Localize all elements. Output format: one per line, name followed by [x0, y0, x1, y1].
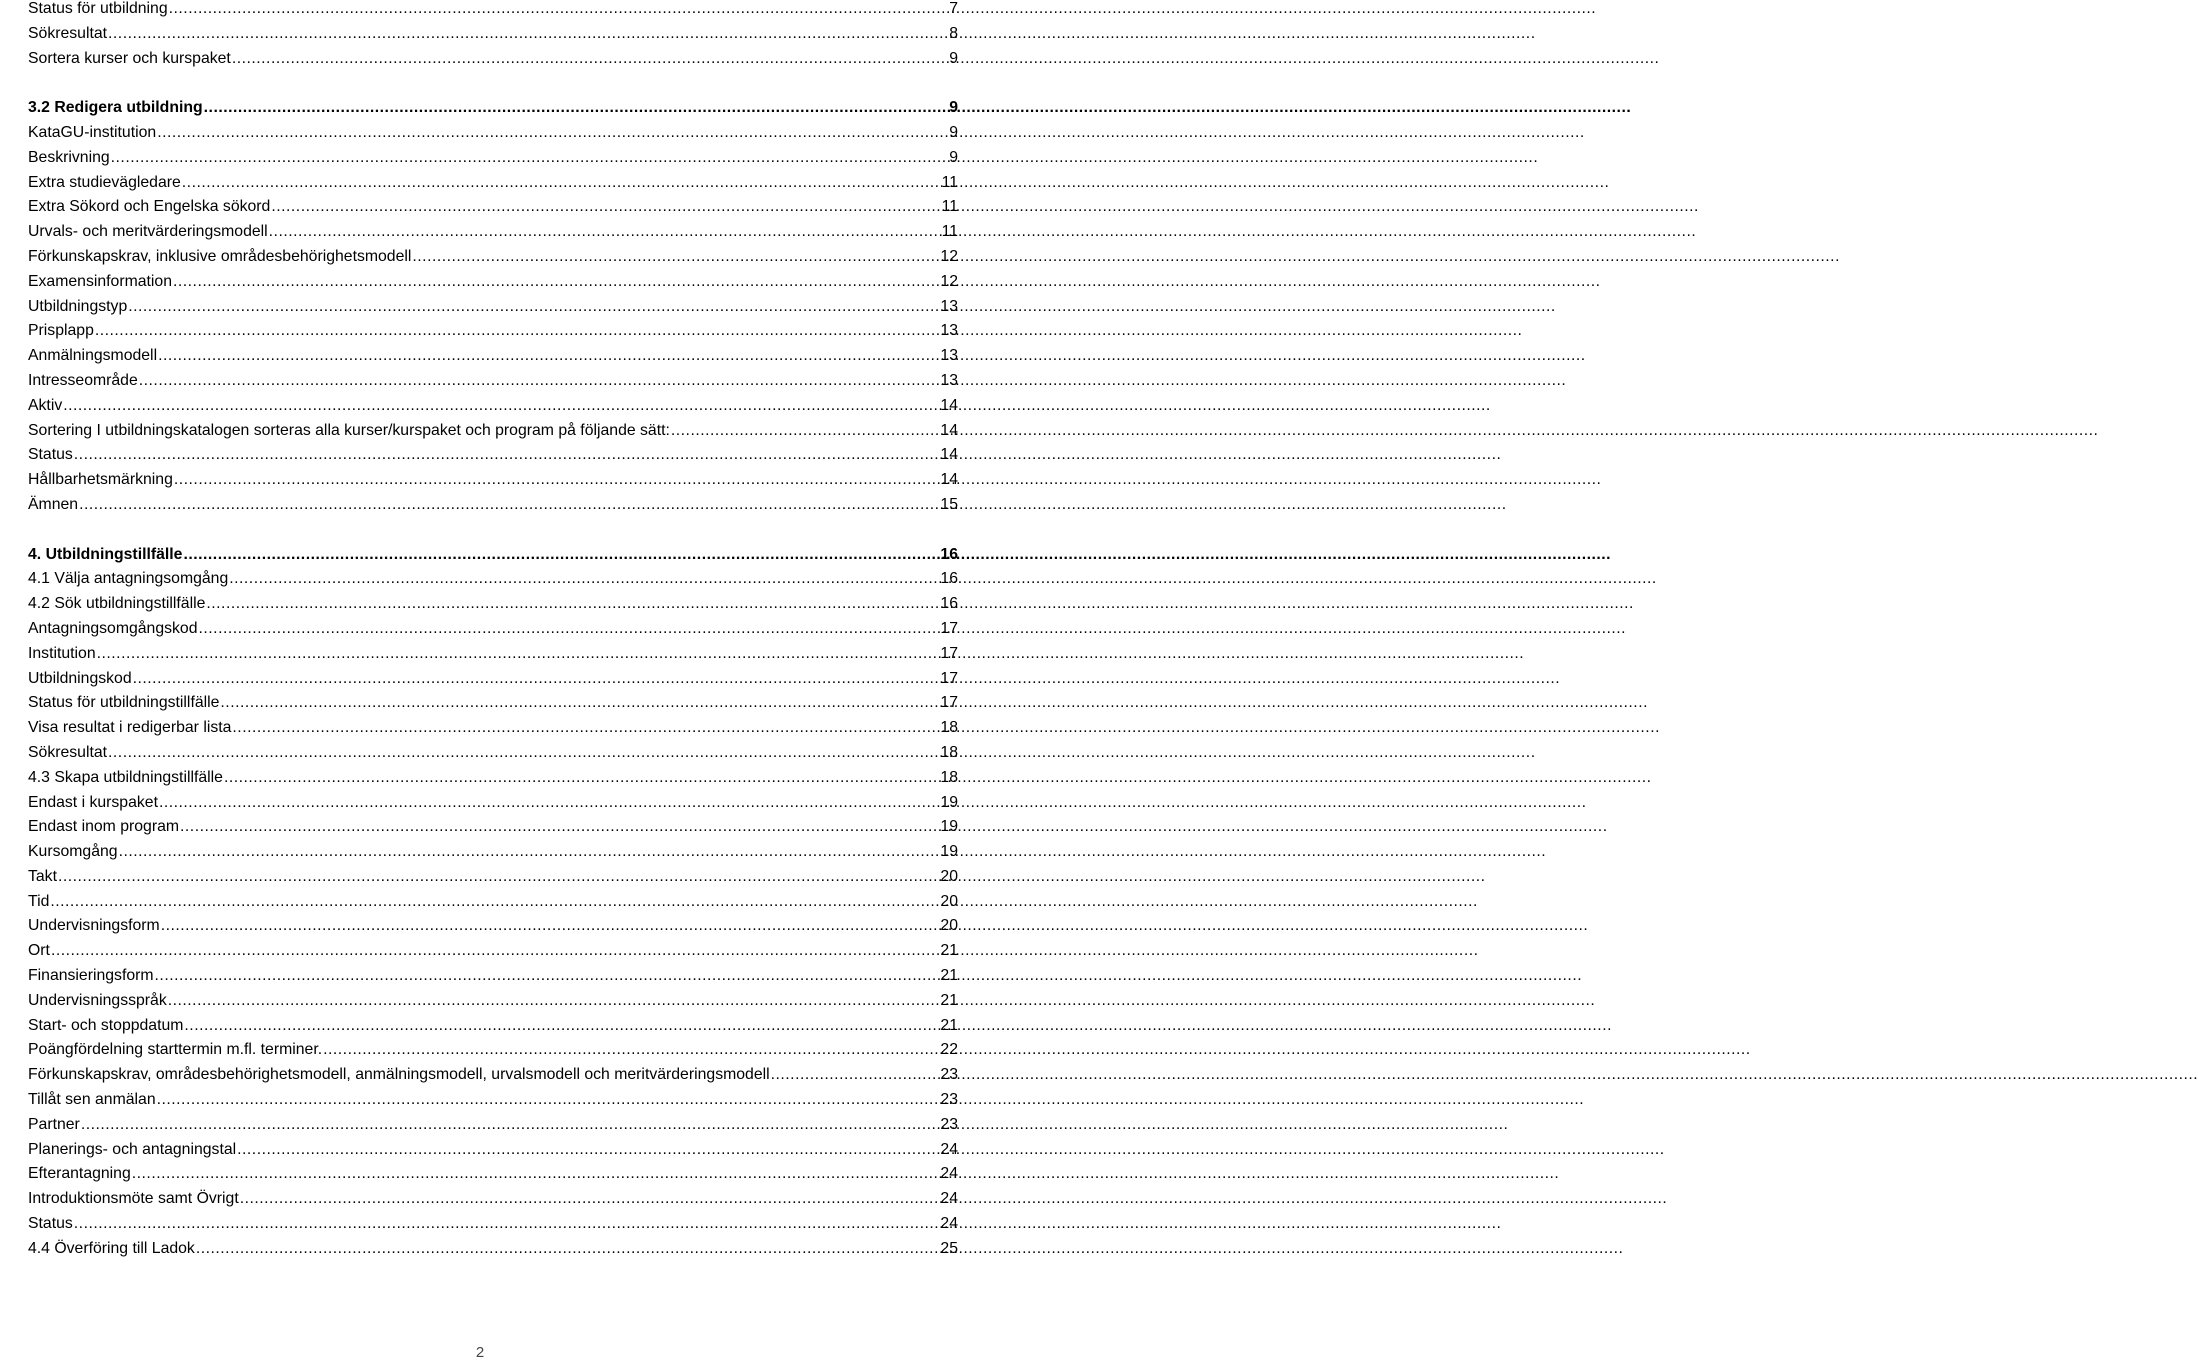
toc-entry-title: Tillåt sen anmälan [28, 1091, 156, 1109]
toc-entry-page: 11 [941, 198, 958, 216]
toc-entry[interactable] [28, 791, 958, 816]
toc-entry-page: 12 [940, 272, 958, 290]
table-of-contents [28, 0, 958, 1262]
toc-entry-title: 3.2 Redigera utbildning [28, 99, 203, 117]
toc-entry[interactable] [28, 0, 958, 22]
dot-leader [224, 766, 939, 791]
toc-entry[interactable] [28, 989, 958, 1014]
dot-leader [183, 543, 939, 568]
dot-leader [79, 493, 939, 518]
dot-leader [199, 617, 940, 642]
toc-entry-title: Anmälningsmodell [28, 347, 158, 365]
dot-leader [157, 1088, 940, 1113]
dot-leader [63, 394, 939, 419]
toc-entry[interactable] [28, 1162, 958, 1187]
toc-entry-title: Undervisningsform [28, 917, 160, 935]
toc-entry-title: 4.2 Sök utbildningstillfälle [28, 595, 206, 613]
toc-entry-title: Sökresultat [28, 24, 108, 42]
toc-entry-title: 4. Utbildningstillfälle [28, 545, 183, 563]
toc-entry-title: Sortering I utbildningskatalogen sorteras alla kurser/kurspaket och program på följande sätt: [28, 421, 670, 439]
toc-entry[interactable] [28, 890, 958, 915]
toc-entry-page: 21 [940, 991, 958, 1009]
dot-leader [232, 716, 939, 741]
toc-entry[interactable] [28, 667, 958, 692]
dot-leader [168, 989, 940, 1014]
dot-leader [50, 890, 939, 915]
dot-leader [108, 22, 948, 47]
toc-entry[interactable] [28, 766, 958, 791]
toc-entry[interactable] [28, 815, 958, 840]
toc-entry-title: Status [28, 446, 73, 464]
toc-entry-page: 14 [940, 421, 958, 439]
toc-entry-page: 12 [940, 247, 958, 265]
toc-entry[interactable] [28, 716, 958, 741]
toc-entry-page: 7 [949, 0, 958, 17]
toc-entry-page: 13 [940, 347, 958, 365]
toc-entry-title: Status för utbildningstillfälle [28, 694, 220, 712]
dot-leader [111, 146, 949, 171]
dot-leader [204, 96, 949, 121]
toc-entry-page: 16 [940, 570, 958, 588]
toc-entry-page: 13 [940, 371, 958, 389]
dot-leader [74, 443, 940, 468]
dot-leader [158, 344, 939, 369]
dot-leader [229, 567, 939, 592]
toc-entry-page: 9 [949, 49, 958, 67]
dot-leader [240, 1187, 940, 1212]
toc-entry[interactable] [28, 939, 958, 964]
dot-leader [132, 1162, 940, 1187]
toc-entry-title: Endast i kurspaket [28, 793, 158, 811]
dot-leader [58, 865, 939, 890]
toc-entry-title: Start- och stoppdatum [28, 1016, 184, 1034]
toc-entry[interactable] [28, 344, 958, 369]
dot-leader [184, 1014, 939, 1039]
toc-entry-page: 17 [940, 694, 958, 712]
dot-leader [771, 1063, 940, 1088]
dot-leader [157, 121, 948, 146]
toc-entry-page: 17 [940, 644, 958, 662]
toc-entry-title: Sortera kurser och kurspaket [28, 49, 231, 67]
page-number: 2 [475, 1344, 485, 1361]
toc-entry-page: 19 [940, 793, 958, 811]
toc-entry-page: 20 [940, 867, 958, 885]
dot-leader [108, 741, 939, 766]
toc-entry-page: 20 [940, 917, 958, 935]
toc-entry[interactable] [28, 1237, 958, 1262]
toc-entry-page: 16 [940, 595, 958, 613]
dot-leader [269, 220, 941, 245]
toc-entry-page: 21 [940, 942, 958, 960]
toc-entry[interactable] [28, 220, 958, 245]
toc-entry-page: 24 [940, 1165, 958, 1183]
toc-entry-page: 19 [940, 843, 958, 861]
toc-entry-page: 23 [940, 1091, 958, 1109]
dot-leader [237, 1138, 939, 1163]
toc-entry-title: Antagningsomgångskod [28, 619, 198, 637]
toc-entry-title: Ämnen [28, 495, 79, 513]
toc-entry-title: Endast inom program [28, 818, 180, 836]
toc-entry-page: 20 [940, 892, 958, 910]
toc-entry[interactable] [28, 1088, 958, 1113]
dot-leader [180, 815, 939, 840]
toc-entry[interactable] [28, 195, 958, 220]
toc-entry[interactable] [28, 171, 958, 196]
toc-entry[interactable] [28, 1063, 958, 1088]
toc-entry-title: 4.1 Välja antagningsomgång [28, 570, 229, 588]
toc-entry[interactable] [28, 543, 958, 568]
toc-entry[interactable] [28, 1038, 958, 1063]
toc-entry[interactable] [28, 617, 958, 642]
toc-entry-page: 21 [940, 967, 958, 985]
toc-entry-page: 14 [940, 396, 958, 414]
toc-entry[interactable] [28, 1212, 958, 1237]
dot-leader [173, 270, 939, 295]
toc-entry-page: 24 [940, 1190, 958, 1208]
toc-entry-title: 4.3 Skapa utbildningstillfälle [28, 768, 223, 786]
dot-leader [196, 1237, 940, 1262]
toc-entry-page: 21 [940, 1016, 958, 1034]
toc-entry-page: 11 [941, 173, 958, 191]
toc-entry-page: 14 [940, 471, 958, 489]
dot-leader [182, 171, 941, 196]
toc-entry-page: 23 [940, 1066, 958, 1084]
dot-leader [139, 369, 940, 394]
toc-entry[interactable] [28, 245, 958, 270]
toc-entry-page: 11 [941, 223, 958, 241]
toc-entry-title: Förkunskapskrav, inklusive områdesbehörighetsmodell [28, 247, 412, 265]
dot-leader [51, 939, 939, 964]
toc-entry-title: Examensinformation [28, 272, 172, 290]
toc-entry-page: 23 [940, 1115, 958, 1133]
dot-leader [95, 319, 940, 344]
toc-entry-page: 17 [940, 669, 958, 687]
toc-entry[interactable] [28, 592, 958, 617]
dot-leader [119, 840, 940, 865]
toc-entry-title: Status [28, 1215, 73, 1233]
dot-leader [74, 1212, 940, 1237]
toc-entry[interactable] [28, 394, 958, 419]
toc-entry-page: 22 [940, 1041, 958, 1059]
toc-entry[interactable] [28, 840, 958, 865]
dot-leader [220, 691, 939, 716]
toc-entry[interactable] [28, 295, 958, 320]
toc-entry[interactable] [28, 642, 958, 667]
toc-entry-title: Urvals- och meritvärderingsmodell [28, 223, 268, 241]
toc-entry-title: Planerings- och antagningstal [28, 1140, 237, 1158]
toc-entry[interactable] [28, 865, 958, 890]
dot-leader [169, 0, 949, 22]
toc-entry-title: Takt [28, 867, 57, 885]
toc-entry-title: Extra Sökord och Engelska sökord [28, 198, 271, 216]
toc-entry-title: Partner [28, 1115, 80, 1133]
toc-entry[interactable] [28, 1014, 958, 1039]
toc-entry-page: 17 [940, 619, 958, 637]
toc-entry[interactable] [28, 419, 958, 444]
toc-entry[interactable] [28, 567, 958, 592]
toc-entry-title: Extra studievägledare [28, 173, 181, 191]
toc-entry[interactable] [28, 47, 958, 72]
toc-entry-page: 18 [940, 719, 958, 737]
toc-entry-title: KataGU-institution [28, 123, 157, 141]
toc-entry[interactable] [28, 369, 958, 394]
dot-leader [133, 667, 940, 692]
dot-leader [128, 295, 939, 320]
dot-leader [159, 791, 939, 816]
toc-entry-page: 15 [940, 495, 958, 513]
toc-entry-title: Kursomgång [28, 843, 118, 861]
toc-entry[interactable] [28, 691, 958, 716]
toc-entry[interactable] [28, 121, 958, 146]
toc-entry-page: 13 [940, 322, 958, 340]
toc-entry-title: Förkunskapskrav, områdesbehörighetsmodell, anmälningsmodell, urvalsmodell och meritvärderingsmodell [28, 1066, 770, 1084]
toc-entry-title: Status för utbildning [28, 0, 168, 17]
toc-entry-title: Institution [28, 644, 96, 662]
dot-leader [97, 642, 940, 667]
toc-entry-page: 9 [949, 123, 958, 141]
dot-leader [155, 964, 940, 989]
toc-entry-title: Undervisningsspråk [28, 991, 167, 1009]
toc-entry-title: Poängfördelning starttermin m.fl. terminer. [28, 1041, 323, 1059]
toc-entry[interactable] [28, 493, 958, 518]
toc-entry-title: Prisplapp [28, 322, 94, 340]
toc-entry-title: Aktiv [28, 396, 63, 414]
toc-entry[interactable] [28, 1187, 958, 1212]
toc-entry-page: 16 [940, 545, 958, 563]
toc-entry[interactable] [28, 741, 958, 766]
toc-entry-page: 24 [940, 1215, 958, 1233]
toc-entry-page: 13 [940, 297, 958, 315]
toc-entry-page: 8 [949, 24, 958, 42]
toc-entry[interactable] [28, 22, 958, 47]
toc-entry-page: 9 [949, 99, 958, 117]
toc-entry-title: Finansieringsform [28, 967, 154, 985]
toc-entry[interactable] [28, 914, 958, 939]
toc-entry-title: Ort [28, 942, 50, 960]
toc-entry-title: Visa resultat i redigerbar lista [28, 719, 232, 737]
toc-entry[interactable] [28, 468, 958, 493]
toc-entry[interactable] [28, 146, 958, 171]
toc-entry-title: Tid [28, 892, 50, 910]
toc-entry-page: 19 [940, 818, 958, 836]
toc-entry-page: 24 [940, 1140, 958, 1158]
toc-entry-title: Introduktionsmöte samt Övrigt [28, 1190, 239, 1208]
toc-entry-page: 18 [940, 768, 958, 786]
dot-leader [232, 47, 948, 72]
toc-entry[interactable] [28, 1113, 958, 1138]
toc-entry-title: Beskrivning [28, 148, 110, 166]
dot-leader [174, 468, 940, 493]
dot-leader [271, 195, 940, 220]
toc-entry-title: Utbildningskod [28, 669, 132, 687]
toc-entry-page: 25 [940, 1239, 958, 1257]
toc-entry-page: 9 [949, 148, 958, 166]
dot-leader [412, 245, 939, 270]
dot-leader [161, 914, 940, 939]
toc-entry-title: Intresseområde [28, 371, 138, 389]
toc-entry[interactable] [28, 964, 958, 989]
dot-leader [206, 592, 939, 617]
toc-entry[interactable] [28, 1138, 958, 1163]
toc-entry-title: Sökresultat [28, 743, 108, 761]
toc-entry-page: 18 [940, 743, 958, 761]
toc-entry[interactable] [28, 443, 958, 468]
toc-entry[interactable] [28, 319, 958, 344]
toc-entry-title: Hållbarhetsmärkning [28, 471, 173, 489]
toc-entry-title: 4.4 Överföring till Ladok [28, 1239, 195, 1257]
toc-entry[interactable] [28, 96, 958, 121]
dot-leader [671, 419, 940, 444]
toc-entry[interactable] [28, 270, 958, 295]
toc-entry-title: Efterantagning [28, 1165, 131, 1183]
dot-leader [323, 1038, 939, 1063]
toc-entry-title: Utbildningstyp [28, 297, 128, 315]
toc-entry-page: 14 [940, 446, 958, 464]
dot-leader [81, 1113, 940, 1138]
